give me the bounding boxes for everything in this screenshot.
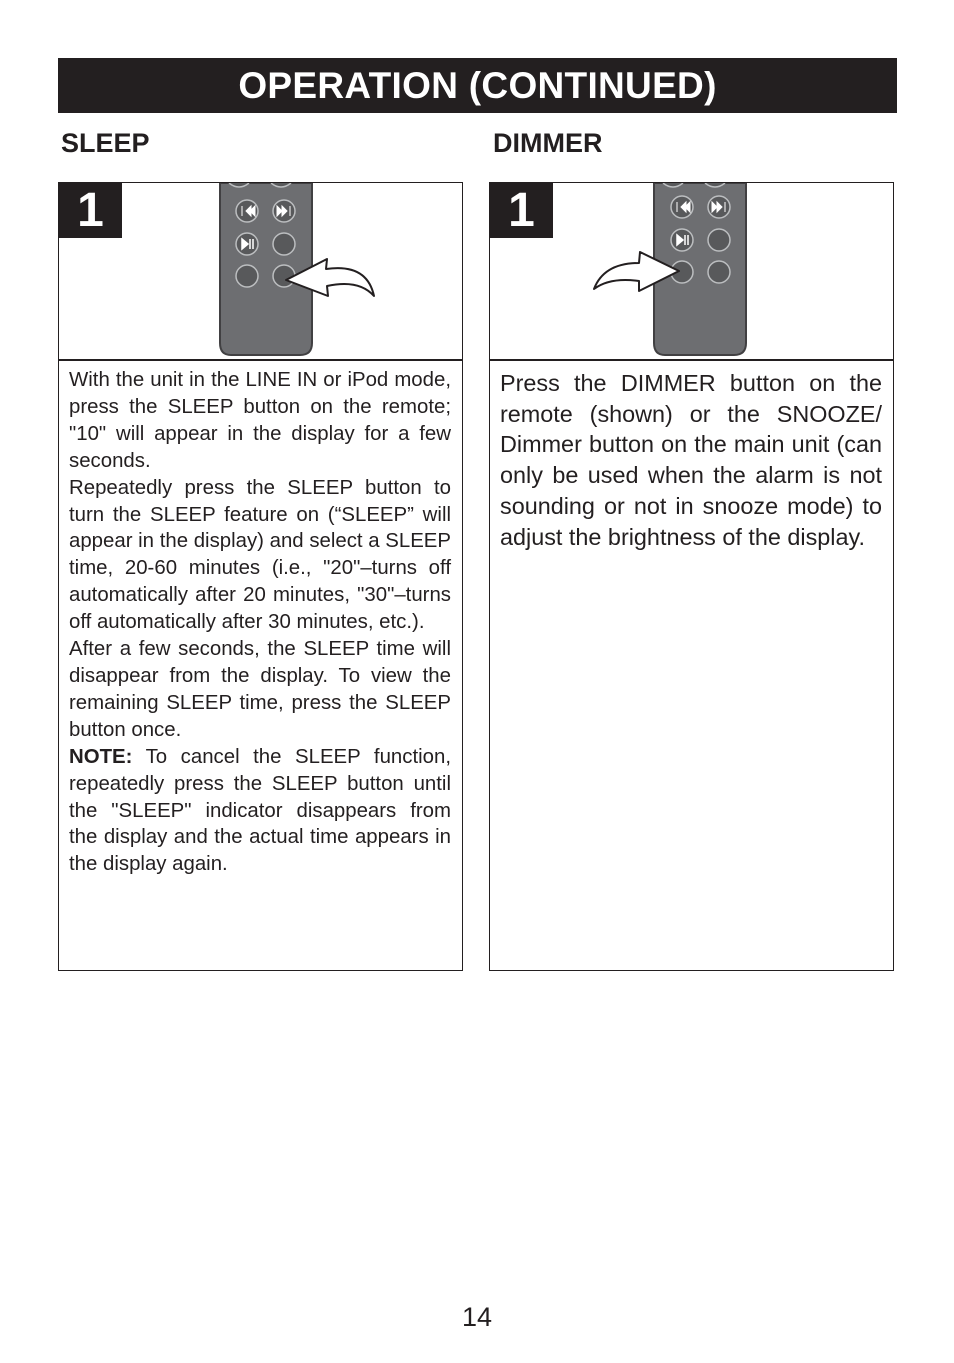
dimmer-instructions [490,361,893,552]
sleep-panel [58,182,463,971]
sleep-section-title: SLEEP [61,128,150,158]
dimmer-illustration [490,183,893,361]
page-number: 14 [461,1302,493,1332]
sleep-illustration [59,183,462,361]
sleep-instructions [59,361,462,878]
step-number-badge: 1 [59,183,122,238]
dimmer-section-title: DIMMER [493,128,603,158]
section-header-bar [58,58,897,113]
note-text: To cancel the SLEEP function, repeatedly press the SLEEP button until the "SLEEP" indicator disappears from the display and the actual time appears in the display again. [69,745,451,876]
sleep-note [69,744,451,879]
page-title: OPERATION (CONTINUED) [238,64,717,106]
dimmer-paragraph: Press the DIMMER button on the remote (shown) or the SNOOZE/ Dimmer button on the main unit (can only be used when the alarm is not sounding or not in snooze mode) to adjust the brightness of the display. [500,370,882,550]
step-number-badge: 1 [490,183,553,238]
sleep-paragraph: After a few seconds, the SLEEP time will disappear from the display. To view the remaining SLEEP time, press the SLEEP button once. [69,638,451,741]
note-label: NOTE: [69,745,133,768]
sleep-paragraph: With the unit in the LINE IN or iPod mode, press the SLEEP button on the remote; "10" will appear in the display for a few seconds. [69,369,451,472]
dimmer-panel [489,182,894,971]
sleep-paragraph: Repeatedly press the SLEEP button to turn the SLEEP feature on (“SLEEP” will appear in the display) and select a SLEEP time, 20-60 minutes (i.e., "20"–turns off automatically after 20 minutes, "30"–turns off automatically after 30 minutes, etc.). [69,476,451,634]
